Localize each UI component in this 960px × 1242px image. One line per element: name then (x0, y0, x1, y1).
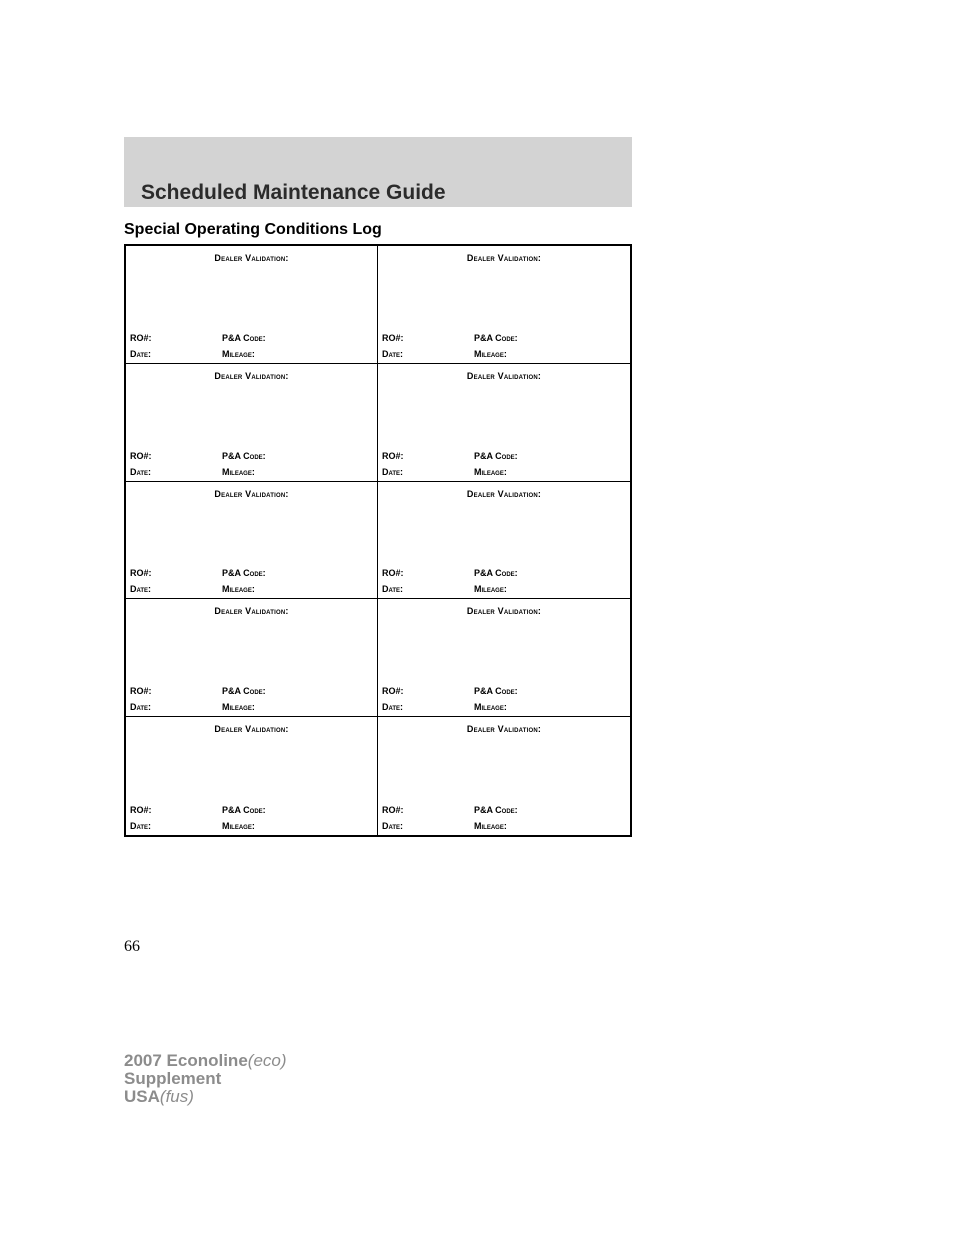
date-line (382, 467, 626, 477)
ro-line (382, 805, 626, 815)
pa-code-label: P&A Code: (222, 332, 266, 343)
ro-line (130, 686, 373, 696)
log-title: Special Operating Conditions Log (124, 221, 382, 238)
date-label: Date: (382, 702, 404, 713)
mileage-label: Mileage: (222, 702, 255, 713)
ro-label: RO#: (130, 686, 152, 697)
mileage-label: Mileage: (222, 584, 255, 595)
pa-code-label: P&A Code: (474, 805, 518, 815)
ro-line (130, 568, 373, 578)
footer-line-1 (124, 1052, 287, 1070)
dealer-validation-label: Dealer Validation: (214, 488, 289, 499)
mileage-label: Mileage: (222, 821, 255, 831)
dealer-validation-label: Dealer Validation: (466, 488, 542, 499)
pa-code-label: P&A Code: (222, 686, 266, 697)
dealer-validation-label: Dealer Validation: (214, 724, 289, 735)
log-entry-cell (378, 364, 630, 482)
ro-line (382, 568, 626, 578)
date-line (130, 467, 373, 477)
ro-line (382, 451, 626, 461)
date-label: Date: (382, 821, 404, 831)
date-label: Date: (130, 584, 152, 595)
ro-label: RO#: (382, 568, 404, 579)
ro-label: RO#: (130, 450, 152, 461)
date-line (130, 584, 373, 594)
pa-code-label: P&A Code: (222, 450, 266, 461)
mileage-label: Mileage: (222, 466, 255, 477)
pa-code-label: P&A Code: (474, 686, 518, 697)
date-line (130, 821, 373, 831)
date-label: Date: (382, 348, 404, 359)
footer-model-code: (eco) (247, 1051, 287, 1070)
ro-label: RO#: (130, 332, 152, 343)
dealer-validation-label: Dealer Validation: (214, 606, 289, 617)
pa-code-label: P&A Code: (474, 450, 518, 461)
ro-label: RO#: (130, 568, 152, 579)
date-label: Date: (130, 821, 152, 831)
dealer-validation-label: Dealer Validation: (214, 253, 289, 263)
ro-label: RO#: (382, 686, 404, 697)
ro-line (130, 805, 373, 815)
log-entry-cell (126, 482, 378, 600)
date-label: Date: (130, 348, 152, 359)
ro-label: RO#: (130, 805, 152, 815)
footer-line-3 (124, 1088, 287, 1106)
date-label: Date: (382, 466, 404, 477)
ro-line (382, 686, 626, 696)
mileage-label: Mileage: (474, 702, 507, 713)
footer-line-2 (124, 1070, 287, 1088)
date-line (130, 349, 373, 359)
date-line (382, 821, 626, 831)
log-entry-cell (378, 717, 630, 835)
ro-line (130, 451, 373, 461)
dealer-validation-label: Dealer Validation: (466, 606, 542, 617)
mileage-label: Mileage: (474, 348, 507, 359)
footer (124, 1052, 287, 1106)
footer-doc-type: Supplement (124, 1069, 222, 1088)
footer-market-code: (fus) (159, 1087, 194, 1106)
section-title: Scheduled Maintenance Guide (141, 181, 446, 204)
pa-code-label: P&A Code: (474, 568, 518, 579)
ro-label: RO#: (382, 332, 404, 343)
date-line (382, 584, 626, 594)
ro-label: RO#: (382, 805, 404, 815)
date-line (382, 349, 626, 359)
mileage-label: Mileage: (474, 821, 507, 831)
dealer-validation-label: Dealer Validation: (466, 253, 542, 263)
log-entry-cell (126, 364, 378, 482)
date-label: Date: (130, 702, 152, 713)
ro-line (382, 333, 626, 343)
log-entry-cell (378, 482, 630, 600)
page-number: 66 (124, 938, 140, 955)
dealer-validation-label: Dealer Validation: (466, 724, 542, 735)
ro-label: RO#: (382, 450, 404, 461)
footer-market: USA (124, 1087, 160, 1106)
date-label: Date: (382, 584, 404, 595)
footer-model: 2007 Econoline (124, 1051, 248, 1070)
date-label: Date: (130, 466, 152, 477)
log-table (124, 244, 632, 837)
header-band (124, 137, 632, 207)
mileage-label: Mileage: (222, 348, 255, 359)
date-line (130, 702, 373, 712)
pa-code-label: P&A Code: (222, 805, 266, 815)
log-entry-cell (126, 246, 378, 364)
pa-code-label: P&A Code: (474, 332, 518, 343)
log-entry-cell (378, 599, 630, 717)
log-entry-cell (126, 717, 378, 835)
dealer-validation-label: Dealer Validation: (214, 370, 289, 381)
dealer-validation-label: Dealer Validation: (466, 370, 542, 381)
pa-code-label: P&A Code: (222, 568, 266, 579)
log-entry-cell (126, 599, 378, 717)
date-line (382, 702, 626, 712)
log-entry-cell (378, 246, 630, 364)
mileage-label: Mileage: (474, 466, 507, 477)
ro-line (130, 333, 373, 343)
mileage-label: Mileage: (474, 584, 507, 595)
